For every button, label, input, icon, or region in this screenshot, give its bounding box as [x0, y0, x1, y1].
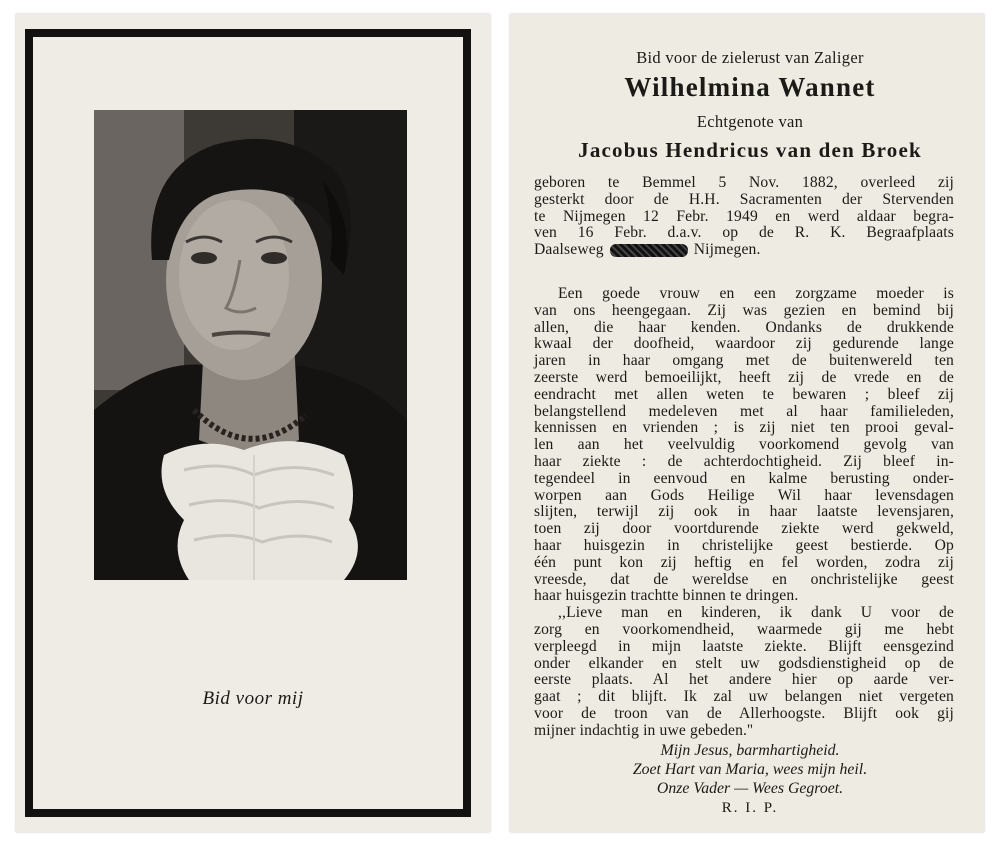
biography-line: jaren in haar omgang met de buitenwereld ten: [534, 352, 954, 370]
intro-line: Bid voor de zielerust van Zaliger: [636, 48, 864, 67]
burial-place-line: [534, 242, 954, 259]
biography-line: tegendeel in eenvoud en kalme berusting onder-: [534, 469, 954, 487]
life-line: te Nijmegen 12 Febr. 1949 en werd aldaar begra-: [534, 207, 954, 225]
biography-line: worpen aan Gods Heilige Wil haar levensdagen: [534, 486, 954, 504]
biography-line: van ons heengegaan. Zij was gezien en bemind bij: [534, 301, 954, 319]
biography-line: toen zij door voortdurende ziekte werd gekweld,: [534, 520, 954, 538]
biography-line: onder elkander en stelt uw godsdienstigheid op de: [534, 654, 954, 672]
place-before: Daalseweg: [534, 241, 604, 259]
biography-line: slijten, terwijl zij ook in haar laatste levensjaren,: [534, 503, 954, 521]
life-line: ven 16 Febr. d.a.v. op de R. K. Begraafplaats: [534, 224, 954, 242]
biography-line: één punt kon zij heftig en fel worden, zodra zij: [534, 553, 954, 571]
place-after: Nijmegen.: [693, 241, 761, 259]
life-details: [534, 175, 954, 259]
prayer-line: Onze Vader — Wees Gegroet.: [656, 780, 844, 797]
biography-text: [534, 286, 954, 740]
biography-line: kennissen en vrienden ; is zij niet ten prooi geval-: [534, 419, 954, 437]
spouse-of-line: Echtgenote van: [696, 112, 804, 131]
biography-line: vreesde, dat de wereldse en onchristelijke geest: [534, 570, 954, 588]
prayer-card-back: [510, 14, 984, 832]
biography-line: haar ziekte : de achterdochtigheid. Zij bleef in-: [534, 452, 954, 470]
biography-line: zeerste werd bemoeilijkt, heeft zij de vrede en de: [534, 368, 954, 386]
biography-line: verpleegd in mijn laatste ziekte. Blijft eensgezind: [534, 637, 954, 655]
biography-line: ,,Lieve man en kinderen, ik dank U voor de: [558, 604, 954, 622]
biography-line: haar huisgezin in christelijke geest bestierde. Op: [534, 536, 954, 554]
rip-line: R. I. P.: [721, 800, 779, 816]
redacted-mark: [610, 244, 688, 257]
prayer-line: Mijn Jesus, barmhartigheid.: [660, 742, 840, 759]
biography-line: kwaal der doofheid, waardoor zij gedurende lange: [534, 335, 954, 353]
biography-line: gaat ; dit blijft. Ik zal uw belangen niet vergeten: [534, 688, 954, 706]
life-line: gesterkt door de H.H. Sacramenten der Stervenden: [534, 190, 954, 208]
biography-line: voor de troon van de Allerhoogste. Blijft ook gij: [534, 704, 954, 722]
prayer-card-front: [16, 14, 490, 832]
deceased-name: Wilhelmina Wannet: [624, 72, 876, 102]
biography-line: Een goede vrouw en een zorgzame moeder is: [558, 285, 954, 302]
life-line: geboren te Bemmel 5 Nov. 1882, overleed zij: [534, 174, 954, 191]
biography-line: haar huisgezin trachtte binnen te dringen.: [534, 587, 799, 605]
husband-name: Jacobus Hendricus van den Broek: [578, 138, 922, 162]
biography-line: belangstellend medeleven met al haar familieleden,: [534, 402, 954, 420]
portrait-photo: [94, 110, 407, 580]
biography-line: mijner indachtig in uwe gebeden.'': [534, 721, 754, 739]
biography-line: eerste plaats. Al het andere hier op aarde ver-: [534, 671, 954, 689]
prayer-caption: Bid voor mij: [202, 688, 304, 709]
prayer-line: Zoet Hart van Maria, wees mijn heil.: [632, 761, 868, 778]
biography-line: eendracht met allen weten te bewaren ; bleef zij: [534, 385, 954, 403]
biography-line: len aan het veelvuldig voorkomend gevolg van: [534, 436, 954, 454]
biography-line: zorg en voorkomendheid, waarmede gij me hebt: [534, 620, 954, 638]
biography-line: allen, die haar kenden. Ondanks de drukkende: [534, 318, 954, 336]
